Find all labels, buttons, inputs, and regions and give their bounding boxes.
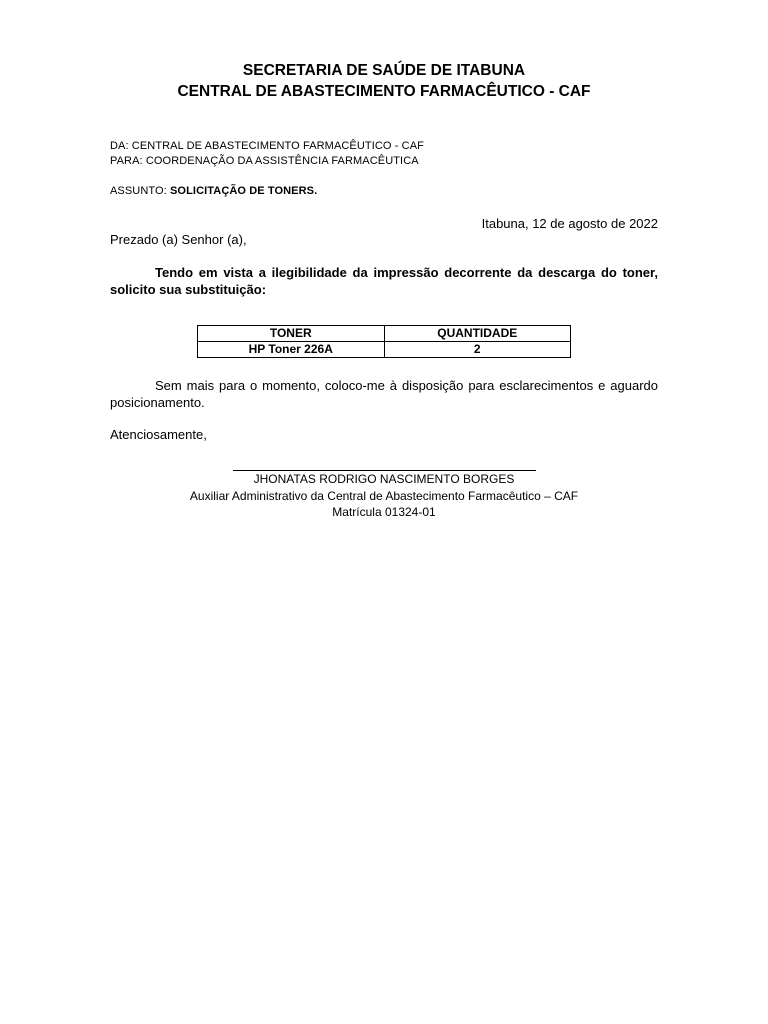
- signer-registration: Matrícula 01324-01: [332, 505, 436, 519]
- subject-line: [110, 184, 317, 199]
- table-row: [198, 342, 571, 358]
- table-header-row: [198, 326, 571, 342]
- toner-table: [197, 325, 571, 358]
- table-header-toner: TONER: [198, 326, 385, 342]
- salutation: Prezado (a) Senhor (a),: [110, 232, 247, 247]
- from-line: DA: CENTRAL DE ABASTECIMENTO FARMACÊUTICO - CAF: [110, 140, 424, 152]
- subject-label: ASSUNTO:: [110, 185, 170, 197]
- letter-date: Itabuna, 12 de agosto de 2022: [481, 216, 658, 231]
- signer-role: Auxiliar Administrativo da Central de Abastecimento Farmacêutico – CAF: [189, 488, 579, 503]
- header-line-2: CENTRAL DE ABASTECIMENTO FARMACÊUTICO - CAF: [177, 83, 591, 100]
- table-cell-quantity: 2: [384, 342, 571, 358]
- to-line: PARA: COORDENAÇÃO DA ASSISTÊNCIA FARMACÊUTICA: [110, 155, 419, 167]
- body-paragraph-2: Sem mais para o momento, coloco-me à disposição para esclarecimentos e aguardo posicionamento.: [110, 378, 658, 410]
- table-cell-toner: HP Toner 226A: [198, 342, 385, 358]
- closing: Atenciosamente,: [110, 427, 207, 442]
- signature-line: [233, 459, 536, 471]
- signature-block: [0, 459, 768, 521]
- subject-value: SOLICITAÇÃO DE TONERS.: [170, 185, 318, 197]
- body-paragraph-1: Tendo em vista a ilegibilidade da impressão decorrente da descarga do toner, solicito sua substituição:: [110, 265, 658, 297]
- table-header-quantity: QUANTIDADE: [384, 326, 571, 342]
- signer-name: JHONATAS RODRIGO NASCIMENTO BORGES: [253, 472, 515, 486]
- header-line-1: SECRETARIA DE SAÚDE DE ITABUNA: [242, 62, 526, 79]
- document-header: [0, 60, 768, 102]
